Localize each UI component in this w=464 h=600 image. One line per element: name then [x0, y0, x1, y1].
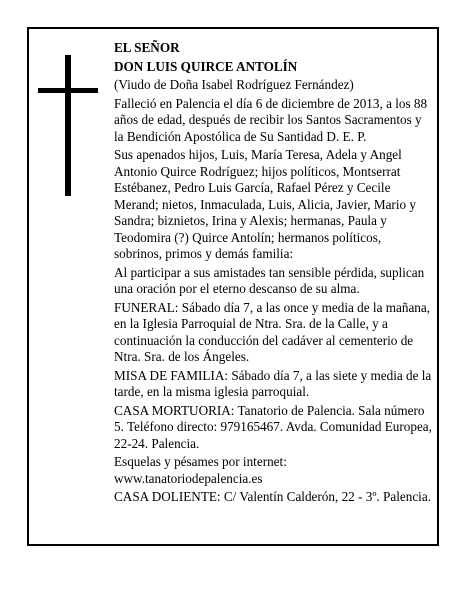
funeral-home-paragraph: CASA MORTUORIA: Tanatorio de Palencia. Sala número 5. Teléfono directo: 979165467. Avda. Comunidad Europea, 22-24. Palencia. — [114, 402, 432, 451]
deceased-name: DON LUIS QUIRCE ANTOLÍN — [114, 58, 298, 74]
cross-vertical-bar — [65, 55, 71, 196]
request-paragraph: Al participar a sus amistades tan sensible pérdida, suplican una oración por el eterno descanso de su alma. — [114, 264, 425, 296]
funeral-paragraph: FUNERAL: Sábado día 7, a las once y media de la mañana, en la Iglesia Parroquial de Ntra. Sra. de la Calle, y a continuación la conducción del cadáver al cementerio de Ntra. Sra. de los Ángeles. — [114, 299, 431, 364]
mourning-house-paragraph: CASA DOLIENTE: C/ Valentín Calderón, 22 - 3º. Palencia. — [114, 489, 431, 504]
internet-paragraph: Esquelas y pésames por internet: www.tanatoriodepalencia.es — [114, 454, 287, 486]
family-paragraph: Sus apenados hijos, Luis, María Teresa, Adela y Angel Antonio Quirce Rodríguez; hijos políticos, Montserrat Estébanez, Pedro Luis García, Rafael Pérez y Cecile Merand; nietos, Inmaculada, Luis, Alicia, Javier, Mario y Sandra; biznietos, Irina y Alexis; hermanas, Paula y Teodomira (?) Quirce Antolín; hermanos políticos, sobrinos, primos y demás familia: — [114, 147, 416, 261]
obituary-heading: EL SEÑOR — [114, 40, 180, 55]
cross-icon — [38, 55, 98, 196]
family-mass-paragraph: MISA DE FAMILIA: Sábado día 7, a las siete y media de la tarde, en la misma iglesia parroquial. — [114, 367, 432, 399]
obituary-text — [114, 40, 432, 508]
widower-line: (Viudo de Doña Isabel Rodríguez Fernández) — [114, 77, 354, 92]
cross-horizontal-bar — [38, 88, 98, 93]
death-paragraph: Falleció en Palencia el día 6 de diciembre de 2013, a los 88 años de edad, después de recibir los Santos Sacramentos y la Bendición Apostólica de Su Santidad D. E. P. — [114, 95, 428, 144]
